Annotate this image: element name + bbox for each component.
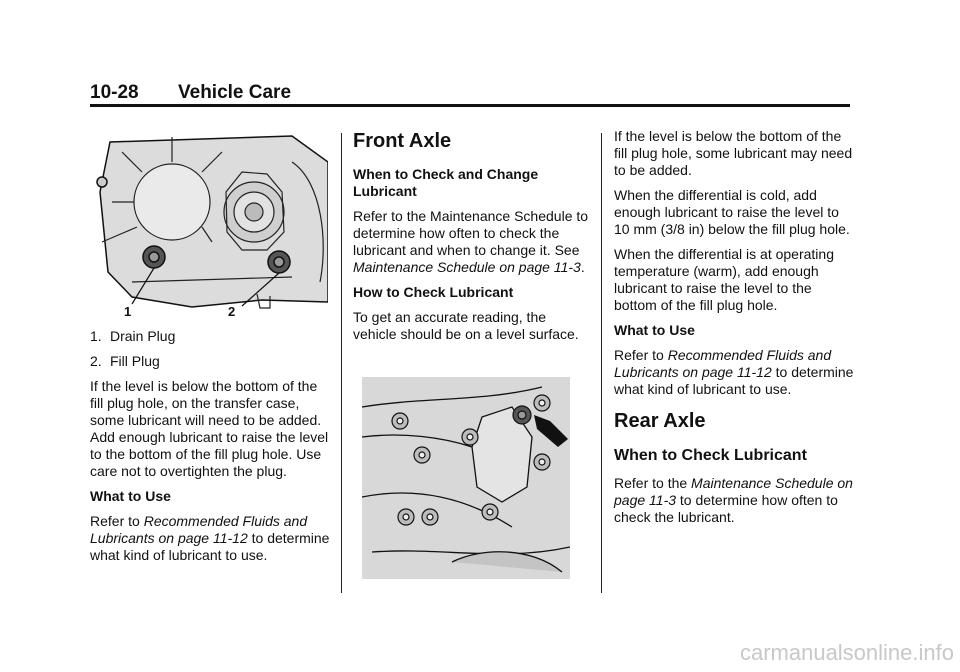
front-axle-illustration	[362, 377, 570, 579]
when-to-check-heading: When to Check Lubricant	[614, 447, 807, 464]
list-item	[90, 353, 330, 370]
refer-prefix: Refer to	[90, 513, 144, 529]
refer-suffix: to determine what kind of lubricant to use.	[90, 530, 330, 563]
refer-prefix: Refer to	[614, 347, 668, 363]
what-to-use-heading: What to Use	[614, 322, 695, 338]
fluids-reference-link[interactable]: Recommended Fluids and Lubricants on page 11-12	[90, 513, 308, 546]
right-column	[614, 128, 858, 534]
list-number: 1.	[90, 328, 102, 344]
rear-axle-heading: Rear Axle	[614, 410, 706, 432]
refer-suffix: to determine what kind of lubricant to use.	[614, 364, 854, 397]
maintenance-schedule-link[interactable]: Maintenance Schedule on page 11-3	[614, 475, 853, 508]
list-item	[90, 328, 330, 345]
watermark: carmanualsonline.info	[739, 640, 954, 665]
refer-prefix: Refer to the Maintenance Schedule to determine how often to check the lubricant and when to change it. See	[353, 208, 589, 258]
header-rule	[90, 104, 850, 107]
middle-column	[353, 130, 591, 351]
column-divider-left	[341, 133, 342, 593]
level-paragraph: If the level is below the bottom of the fill plug hole, some lubricant may need to be added.	[614, 128, 853, 178]
list-number: 2.	[90, 353, 102, 369]
refer-prefix: Refer to the	[614, 475, 692, 491]
callout-2: 2	[228, 304, 236, 319]
front-axle-refer-paragraph	[353, 208, 591, 276]
refer-suffix: .	[580, 259, 585, 275]
front-axle-heading: Front Axle	[353, 130, 452, 152]
list-text: Drain Plug	[110, 328, 176, 344]
maintenance-schedule-link[interactable]: Maintenance Schedule on page 11-3	[353, 259, 581, 275]
page-number: 10-28	[90, 82, 139, 103]
front-axle-figure	[362, 377, 570, 579]
what-to-use-heading: What to Use	[90, 488, 171, 504]
section-title: Vehicle Care	[178, 82, 292, 103]
rear-axle-refer-paragraph	[614, 475, 858, 526]
level-surface-paragraph: To get an accurate reading, the vehicle should be on a level surface.	[353, 309, 579, 342]
how-to-check-heading: How to Check Lubricant	[353, 284, 514, 300]
warm-paragraph: When the differential is at operating temperature (warm), add enough lubricant to raise the level to the bottom of the fill plug hole.	[614, 246, 834, 313]
cold-paragraph: When the differential is cold, add enough lubricant to raise the level to 10 mm (3/8 in) below the fill plug hole.	[614, 187, 850, 237]
transfer-case-paragraph: If the level is below the bottom of the fill plug hole, on the transfer case, some lubricant will need to be added. Add enough lubricant to raise the level to the bottom of the fill plug hole. Use care not to overtighten the plug.	[90, 378, 329, 479]
list-text: Fill Plug	[110, 353, 160, 369]
refer-paragraph	[614, 347, 858, 398]
callout-1: 1	[124, 304, 132, 319]
left-column	[90, 328, 330, 572]
fluids-reference-link[interactable]: Recommended Fluids and Lubricants on page 11-12	[614, 347, 832, 380]
transfer-case-figure	[92, 132, 328, 320]
column-divider-right	[601, 133, 602, 593]
when-to-check-change-heading: When to Check and Change Lubricant	[353, 166, 539, 199]
refer-paragraph	[90, 513, 330, 564]
refer-suffix: to determine how often to check the lubricant.	[614, 492, 838, 525]
transfer-case-illustration	[92, 132, 328, 320]
